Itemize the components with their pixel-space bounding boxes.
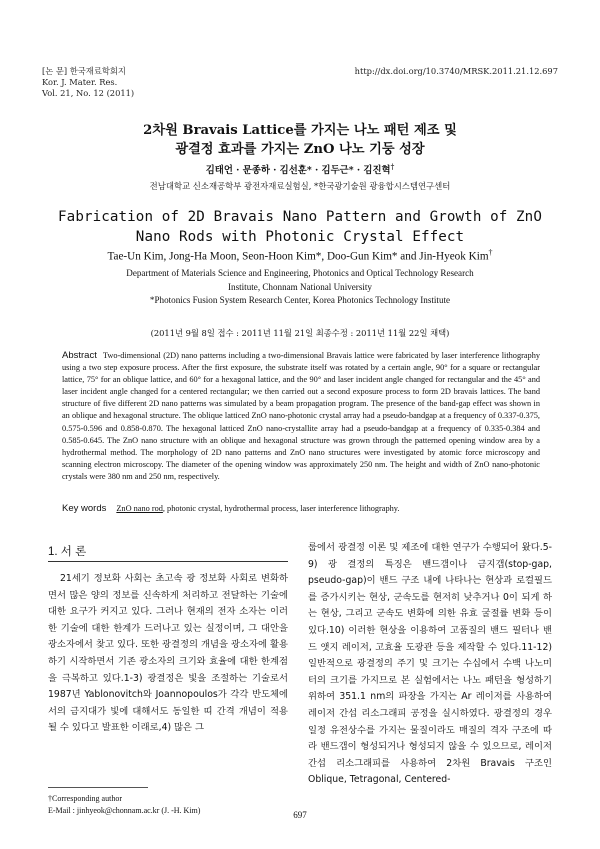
section-divider: [48, 561, 288, 562]
body-left-column: 21세기 정보화 사회는 초고속 광 정보화 사회로 변화하면서 많은 양의 정보를 신속하게 처리하고 전달하는 기술에 대한 요구가 커지고 있다. 그러나 현재의 전자 소자는 이러한 기술에 대한 한계가 드러나고 있는 실정이며, 그 대안을 광소자에서 찾고 있다. 또한 광결정의 개념을 광소자에 활용하기 시작하면서 기존 광소자의 크기와 효율에 대한 한계점을 극복하고 있다.1-3) 광결정은 빛을 조절하는 기술로서 1987년 Yablonovitch와 Joannopoulos가 각각 반도체에서의 금지대가 빛에 대해서도 동일한 띠 간격 개념이 적용 될 수 있다고 발표한 이래로,4) 많은 그: [48, 573, 288, 734]
footnote-email: E-Mail : jinhyeok@chonnam.ac.kr (J. -H. Kim): [48, 805, 201, 815]
submission-dates: (2011년 9월 8일 접수 : 2011년 11월 21일 최종수정 : 2011년 11월 22일 채택): [150, 328, 450, 338]
english-corresponding-mark: †: [488, 248, 493, 257]
footnote-corresponding: †Corresponding author: [48, 794, 122, 803]
english-affiliation-line2: Institute, Chonnam National University: [228, 281, 372, 292]
keywords-block: [62, 503, 540, 514]
abstract-block: [62, 350, 540, 483]
section-heading: 1. 서 론: [48, 546, 87, 558]
journal-volume: Vol. 21, No. 12 (2011): [42, 88, 135, 98]
english-title-line1: Fabrication of 2D Bravais Nano Pattern and Growth of ZnO: [58, 209, 542, 225]
journal-header: [42, 66, 134, 99]
doi-link[interactable]: http://dx.doi.org/10.3740/MRSK.2011.21.12.697: [354, 66, 558, 76]
korean-title-line2: 광결정 효과를 가지는 ZnO 나노 기둥 성장: [175, 142, 425, 157]
footnote-divider: [48, 787, 148, 788]
english-authors-names: Tae-Un Kim, Jong-Ha Moon, Seon-Hoon Kim*, Doo-Gun Kim* and Jin-Hyeok Kim: [107, 250, 489, 263]
korean-authors: [0, 162, 600, 176]
korean-corresponding-mark: †: [390, 162, 395, 171]
english-title-line2: Nano Rods with Photonic Crystal Effect: [135, 229, 465, 245]
keyword-link[interactable]: ZnO nano rod: [116, 504, 163, 513]
korean-title-line1: 2차원 Bravais Lattice를 가지는 나노 패턴 제조 및: [143, 123, 457, 138]
english-affiliation-line1: Department of Materials Science and Engineering, Photonics and Optical Technology Research: [126, 268, 474, 278]
keywords-label: Key words: [62, 503, 107, 514]
english-authors: [0, 248, 600, 263]
abstract-label: Abstract: [62, 350, 97, 361]
korean-authors-names: 김태언 · 문종하 · 김선훈* · 김두근* · 김진혁: [205, 165, 391, 177]
journal-name-ko: [논 문] 한국재료학회지: [42, 66, 126, 76]
english-affiliation: [0, 267, 600, 308]
korean-title: [0, 121, 600, 159]
korean-affiliation: 전남대학교 신소재공학부 광전자재료실험실, *한국광기술원 광융합시스템연구센터: [149, 181, 451, 191]
page-number: 697: [293, 810, 307, 820]
english-affiliation-line3: *Photonics Fusion System Research Center, Korea Photonics Technology Institute: [149, 295, 451, 305]
english-title: [0, 207, 600, 247]
keywords-text: , photonic crystal, hydrothermal process, laser interference lithography.: [162, 504, 400, 513]
abstract-text: Two-dimensional (2D) nano patterns including a two-dimensional Bravais lattice were fabricated by laser interference lithography using a two step exposure process. After the first exposure, the substrate itself was rotated by a certain angle, 90° for a square or rectangular lattice, 75° for an oblique lattice, and 60° for a hexagonal lattice, and the 90° and laser incident angle changed for rectangular and the 45° and laser incident angle changed for a centered rectangular; we then carried out a second exposure process to form 2D bravais lattices. The band structure of five different 2D nano patterns was simulated by a beam propagation program. The presence of the band-gap effect was shown in an oblique and hexagonal structure. The oblique latticed ZnO nano-photonic crystal array had a pseudo-bandgap at a frequency of 0.337-0.375, 0.575-0.596 and 0.858-0.870. The hexagonal latticed ZnO nano-crystallite array had a pseudo-bandgap at a frequency of 0.335-0.384 and 0.585-0.645. The ZnO nano structure with an oblique and hexagonal structure was grown through the patterned opening window area by a hydrothermal method. The morphology of 2D nano patterns and ZnO nano structures were investigated by atomic force microscopy and scanning electron microscopy. The diameter of the opening window was approximately 250 nm. The height and width of ZnO nano-photonic crystals were 380 nm and 250 nm, respectively.: [62, 351, 540, 481]
journal-name-en: Kor. J. Mater. Res.: [42, 77, 118, 87]
body-right-column: 룹에서 광결정 이론 및 제조에 대한 연구가 수행되어 왔다.5-9) 광 결정의 특징은 밴드갭이나 금지갭(stop-gap, pseudo-gap)이 밴드 구조 내에 나타나는 현상과 로컬필드를 증가시키는 현상, 군속도를 현저히 낮추거나 0이 되게 하는 현상, 그리고 군속도 변화에 의한 유효 굴절률 변화 등이 있다.10) 이러한 현상을 이용하여 고품질의 밴드 필터나 밴드 앳지 레이저, 고효율 도광관 등을 제작할 수 있다.11-12) 일반적으로 광결정의 주기 및 크기는 수십에서 수백 나노미터의 크기를 가지므로 본 실험에서는 나노 패턴을 형성하기 위하여 351.1 nm의 파장을 가지는 Ar 레이저를 사용하여 레이저 간섭 리소그래피 공정을 실시하였다. 광결정의 경우 일정 유전상수를 가지는 물질이라도 매질의 격자 구조에 따라 밴드갭이 형성되거나 형성되지 않을 수 있으므로, 레이저 간섭 리소그래피를 사용하여 2차원 Bravais 구조인 Oblique, Tetragonal, Centered-: [308, 542, 552, 786]
